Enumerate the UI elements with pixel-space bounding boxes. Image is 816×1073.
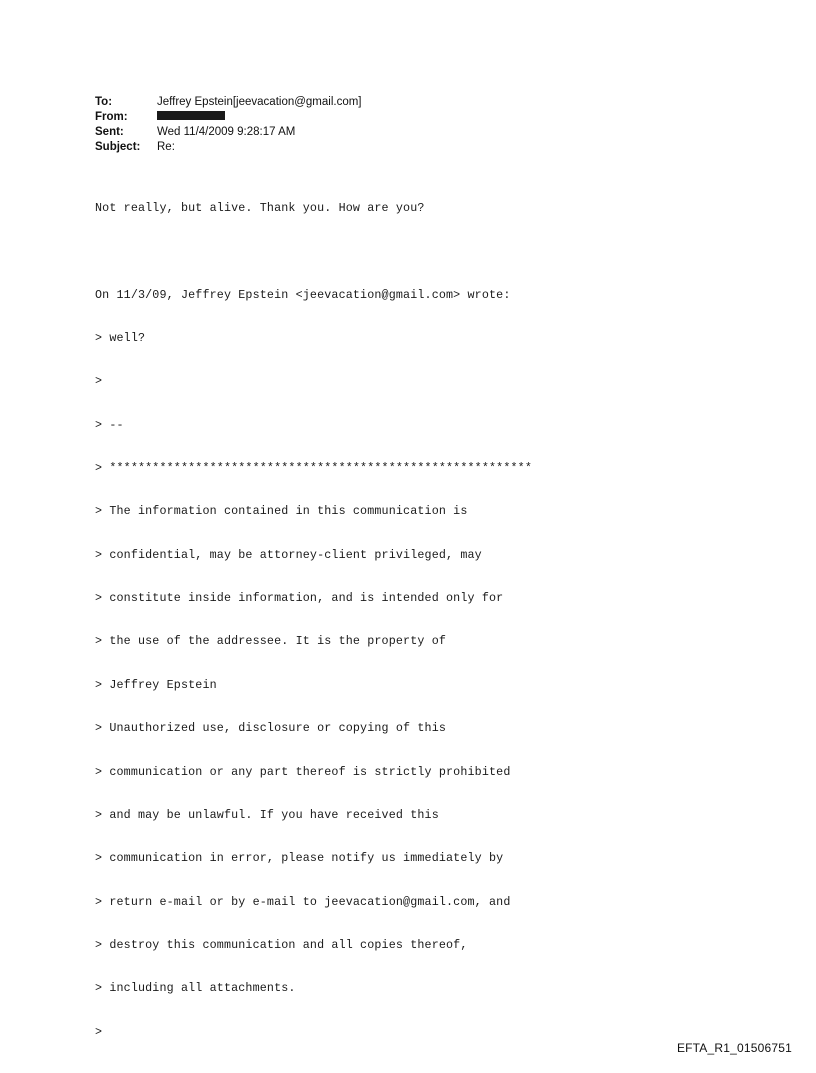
email-header-block — [95, 95, 655, 155]
quoted-line: > The information contained in this communication is — [95, 504, 468, 519]
quoted-line: > Jeffrey Epstein — [95, 677, 217, 692]
quoted-line: > well? — [95, 330, 146, 345]
header-value-to: Jeffrey Epstein[jeevacation@gmail.com] — [157, 96, 362, 108]
quote-intro-line: On 11/3/09, Jeffrey Epstein <jeevacation@gmail.com> wrote: — [95, 287, 511, 302]
quoted-line: > the use of the addressee. It is the property of — [95, 634, 447, 649]
header-label-from: From: — [95, 111, 128, 123]
body-spacer-1 — [95, 244, 735, 258]
quoted-line: > confidential, may be attorney-client privileged, may — [95, 547, 482, 562]
quoted-line: > constitute inside information, and is intended only for — [95, 591, 504, 606]
header-value-from — [157, 110, 225, 125]
header-label-to: To: — [95, 96, 113, 108]
quoted-line: > communication or any part thereof is strictly prohibited — [95, 764, 511, 779]
quoted-line: > including all attachments. — [95, 981, 296, 996]
header-row-to — [95, 95, 655, 110]
quoted-line: > Unauthorized use, disclosure or copying of this — [95, 721, 447, 736]
header-value-subject: Re: — [157, 141, 175, 153]
quoted-line: > -- — [95, 417, 124, 432]
bates-number: EFTA_R1_01506751 — [676, 1041, 792, 1055]
quoted-line: > — [95, 1024, 103, 1039]
header-value-sent: Wed 11/4/2009 9:28:17 AM — [157, 126, 296, 138]
header-label-subject: Subject: — [95, 141, 141, 153]
header-row-from — [95, 110, 655, 125]
quoted-line: > return e-mail or by e-mail to jeevacation@gmail.com, and — [95, 894, 511, 909]
header-label-sent: Sent: — [95, 126, 124, 138]
quoted-line: > and may be unlawful. If you have received this — [95, 807, 439, 822]
quoted-line: > destroy this communication and all copies thereof, — [95, 938, 468, 952]
header-row-sent — [95, 125, 655, 140]
quoted-line: > — [95, 374, 103, 389]
quoted-line: > *********************************************************** — [95, 461, 532, 476]
redaction-bar — [157, 111, 225, 120]
quoted-line: > communication in error, please notify us immediately by — [95, 851, 504, 866]
reply-text: Not really, but alive. Thank you. How are you? — [95, 200, 425, 215]
email-body — [95, 172, 735, 1068]
header-row-subject — [95, 140, 655, 155]
